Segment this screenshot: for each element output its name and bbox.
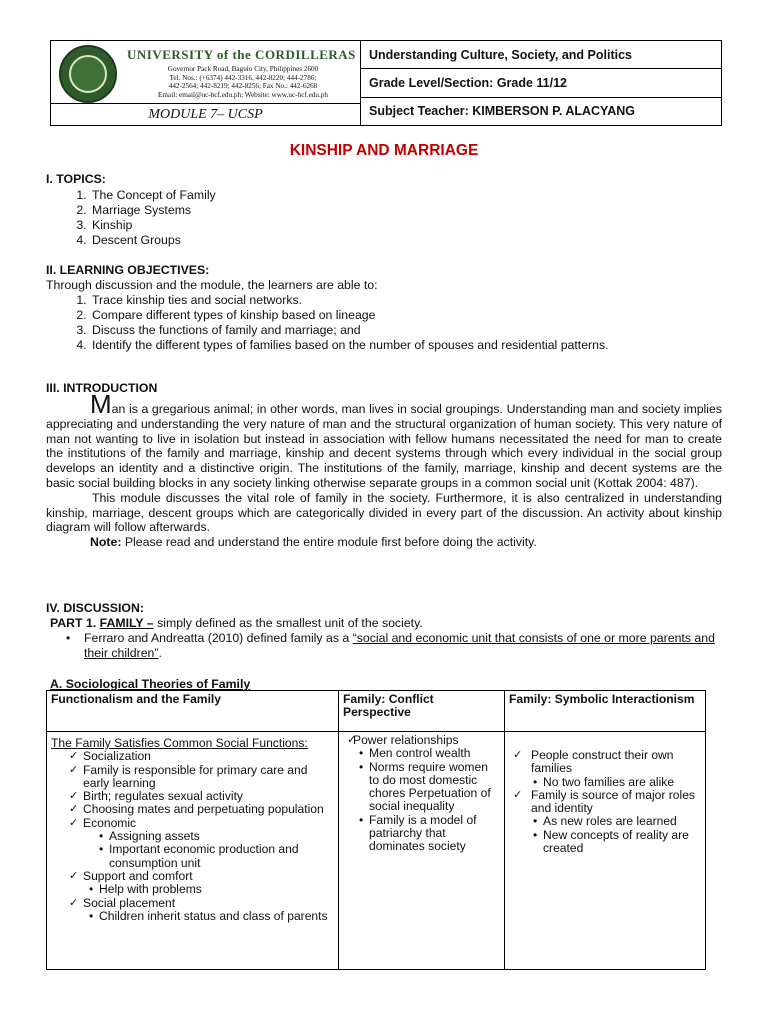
table-header-functionalism: Functionalism and the Family [47,691,339,732]
subject-teacher: Subject Teacher: KIMBERSON P. ALACYANG [369,104,636,119]
table-header-symbolic: Family: Symbolic Interactionism [505,691,706,732]
page-title: KINSHIP AND MARRIAGE [289,142,479,159]
topics-heading: I. TOPICS: [46,172,106,186]
list-item: 1. The Concept of Family [90,188,216,203]
list-item: 3. Discuss the functions of family and marriage; and [90,323,662,338]
intro-paragraph-1: Man is a gregarious animal; in other words, man lives in social groupings. Understanding man and society implies appreciating and understanding the very nature of man and the structural organization of human society. This very nature of man not wanting to live in isolation but instead in association with fellow humans necessitated the need for man to create the institutions of the family and marriage, kinship and decent systems through which every individual in the social group develops an identity and a distinctive origin. The institutions of the family, marriage, kinship and decent systems are the basic social building blocks in any society linking otherwise separate groups in a common social unit (Kottak 2004: 487). [46,389,722,490]
family-definition: PART 1. FAMILY – simply defined as the smallest unit of the society. [50,616,423,630]
intro-note: Note: Please read and understand the entire module first before doing the activity. [90,535,537,550]
table-row [47,732,706,970]
introduction-text [46,389,722,550]
family-bullet: • Ferraro and Andreatta (2010) defined family as a “social and economic unit that consists of one or more parents and their children”. [66,631,715,660]
objectives-heading: II. LEARNING OBJECTIVES: [46,263,210,277]
topics-section [46,172,216,248]
university-seal-icon [59,45,117,103]
list-item: 4. Identify the different types of families based on the number of spouses and residential patterns. [90,338,662,353]
intro-paragraph-2: This module discusses the vital role of family in the society. Furthermore, it is also centralized in understanding kinship, marriage, descent groups which are categorically divided in every part of the discussion. An activity about kinship diagram will follow afterwards. [46,490,722,535]
objectives-section [46,263,722,353]
discussion-section [46,601,722,692]
module-label: MODULE 7– UCSP [51,103,360,125]
list-item: 3. Kinship [90,218,216,233]
list-item: 2. Compare different types of kinship based on lineage [90,308,662,323]
university-name: UNIVERSITY of the CORDILLERAS [127,47,356,62]
functionalism-cell: The Family Satisfies Common Social Functions: ✓ Socialization ✓ Family is responsible for primary care and early learning ✓ Birth; regulates sexual activity ✓ Choosing mates and perpetuating population ✓ Economic • Assigning assets • Important economic production and consumption unit ✓ Support and comfort • Help with problems ✓ Social placement • Children inherit status and class of parents [47,732,339,970]
list-item: 2. Marriage Systems [90,203,216,218]
theories-table [46,690,706,970]
list-item: 1. Trace kinship ties and social networks. [90,293,662,308]
objectives-lead: Through discussion and the module, the learners are able to: [46,278,378,292]
discussion-heading: IV. DISCUSSION: [46,601,144,615]
conflict-cell: ✓ Power relationships • Men control wealth • Norms require women to do most domestic chores Perpetuation of social inequality • Family is a model of patriarchy that dominates society [339,732,505,970]
university-block [51,41,361,125]
theories-heading: A. Sociological Theories of Family [50,677,251,691]
grade-level: Grade Level/Section: Grade 11/12 [361,69,721,97]
list-item: 4. Descent Groups [90,233,216,248]
drop-cap: M [90,389,112,419]
table-header-conflict: Family: Conflict Perspective [339,691,505,732]
header-box [50,40,722,126]
course-title: Understanding Culture, Society, and Politics [361,41,721,69]
symbolic-cell: ✓ People construct their own families • No two families are alike ✓ Family is source of major roles and identity • As new roles are learned • New concepts of reality are created [505,732,706,970]
table-row [47,691,706,732]
introduction-heading: III. INTRODUCTION [46,381,158,395]
university-address: Governor Pack Road, Baguio City, Philippines 2600 Tel. Nos.: (+6374) 442-3316, 442-8220; 444-2786; 442-2564; 442-8219; 442-8256; Fax No.: 442-6268 Email: email@uc-bcf.edu.ph; Website: www.uc-bcf.edu.ph [158,65,328,99]
